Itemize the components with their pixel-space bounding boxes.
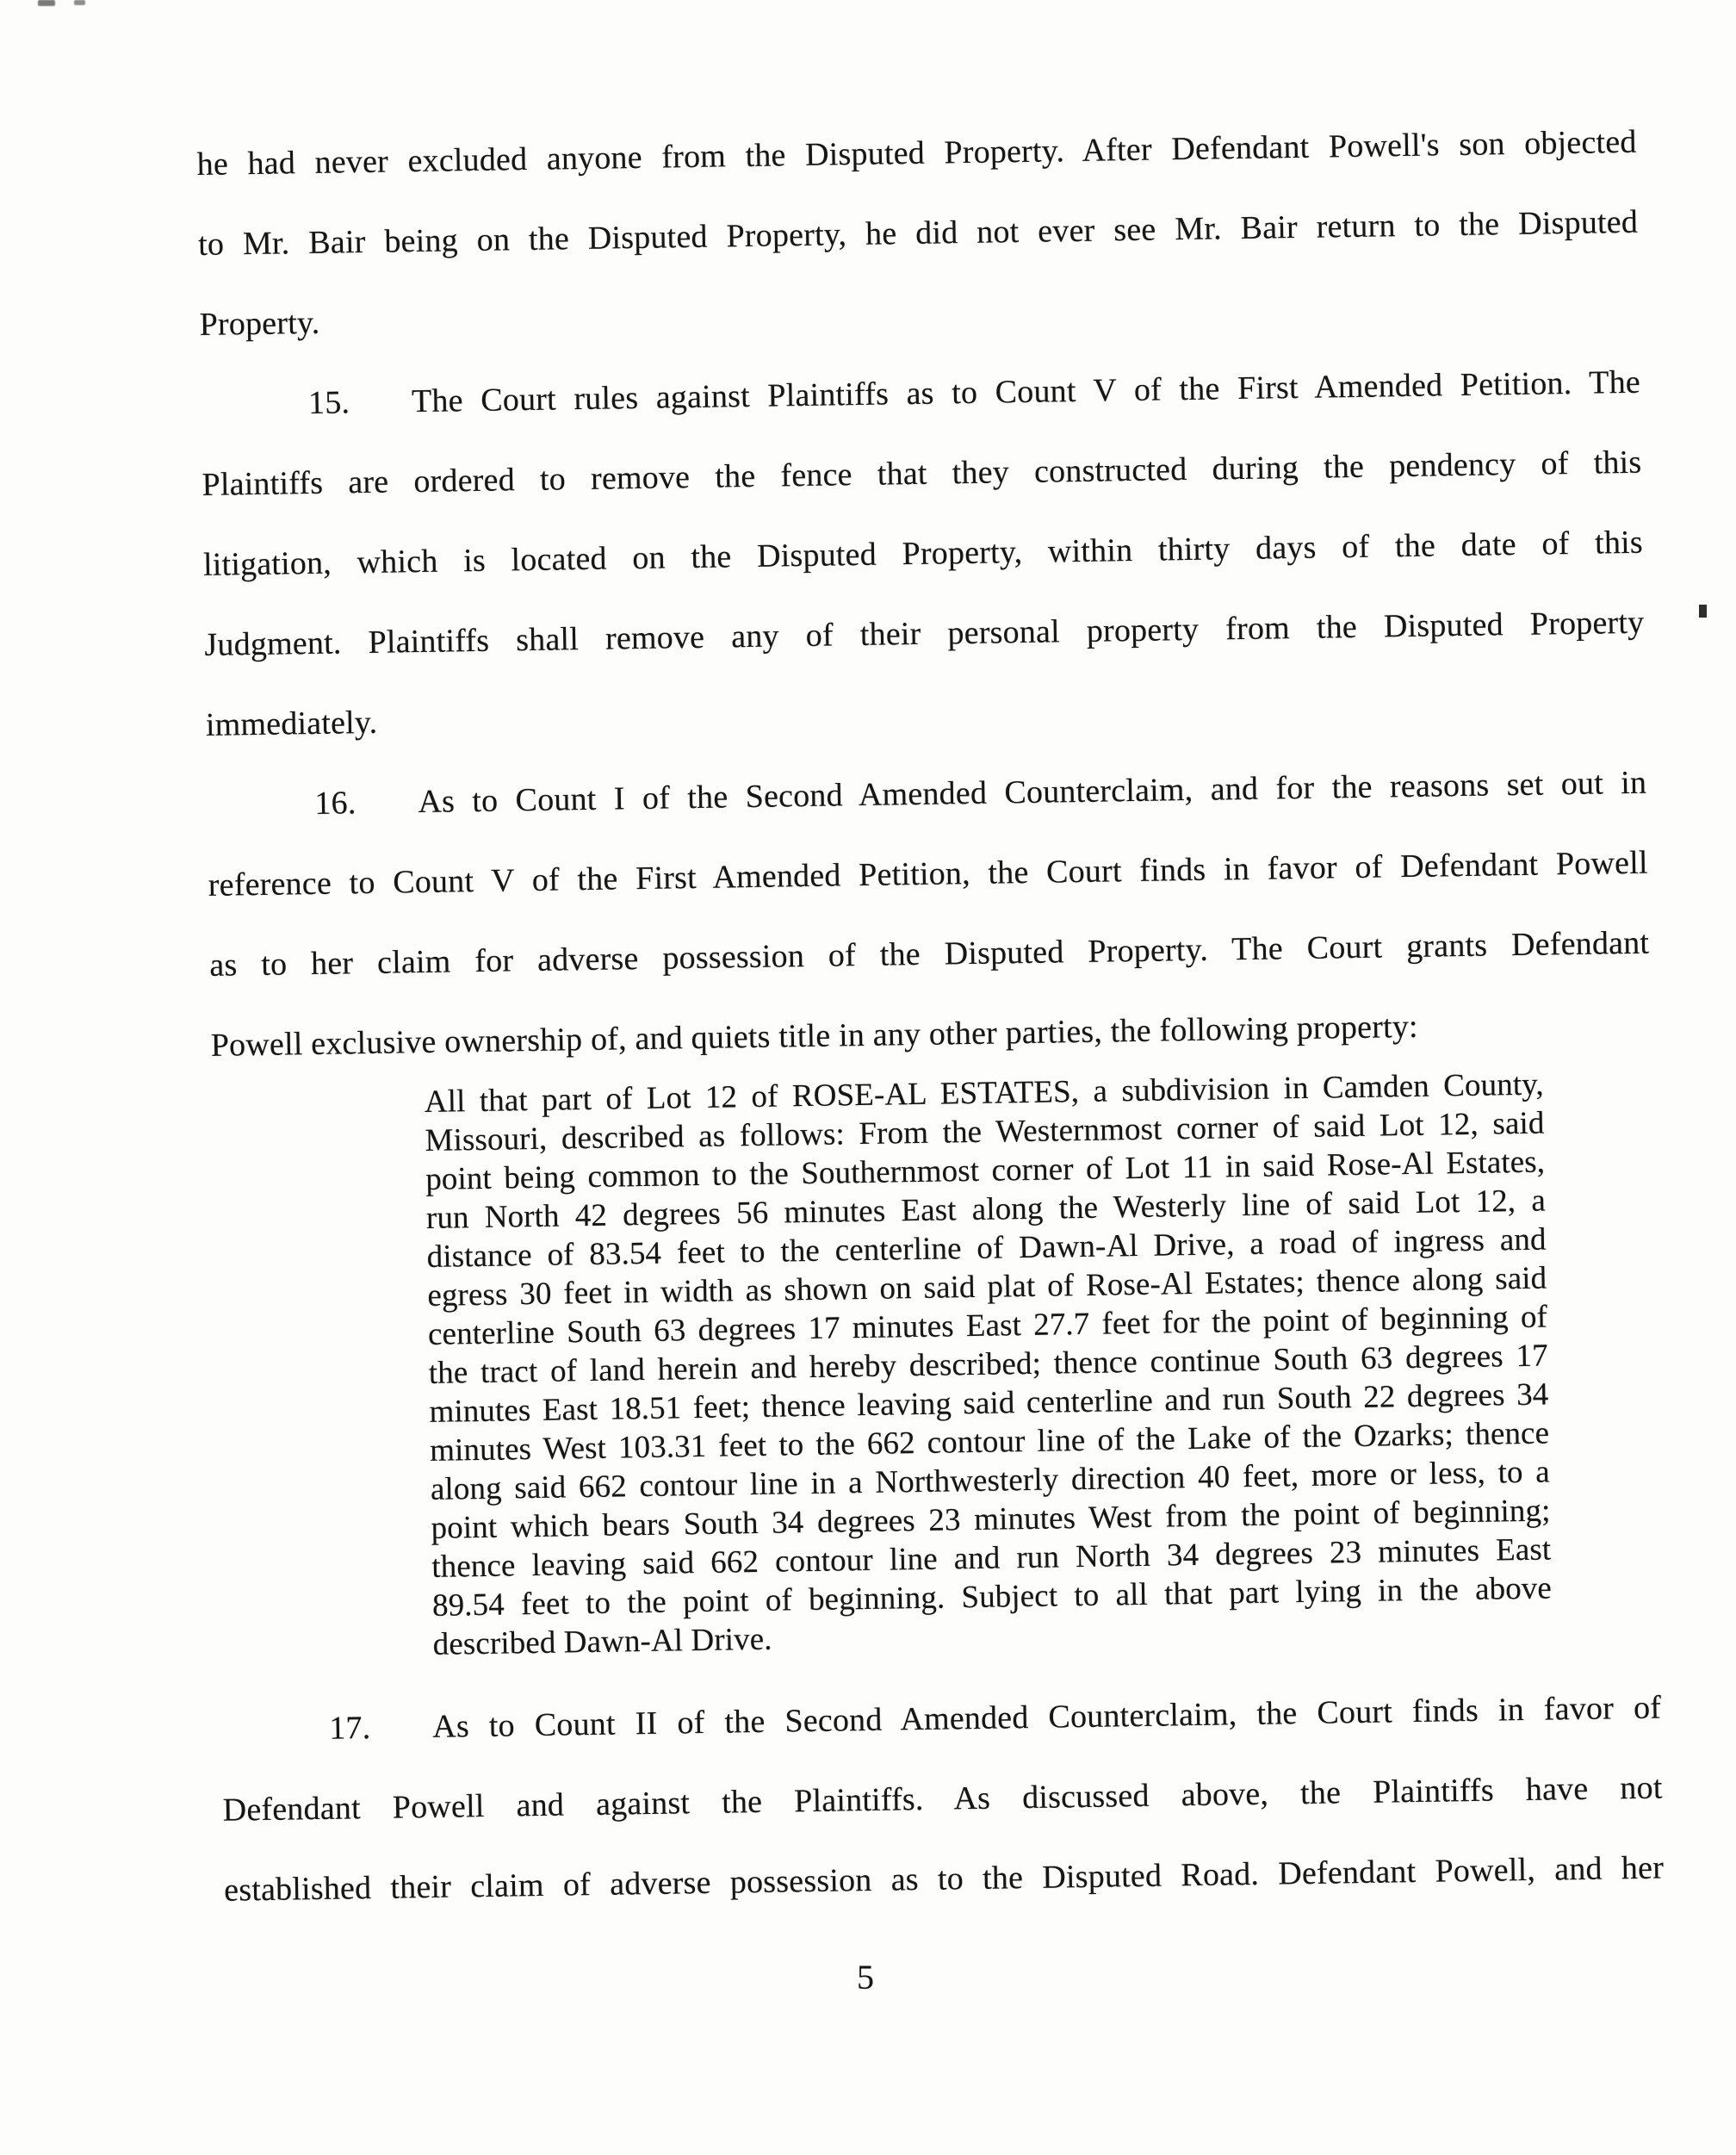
text-line: he had never excluded anyone from the Disputed Property. After Defendant Powell's son objected <box>196 123 1637 183</box>
text-line: 89.54 feet to the point of beginning. Subject to all that part lying in the above <box>431 1570 1553 1624</box>
paragraph-number: 17. <box>328 1710 371 1747</box>
text-line: along said 662 contour line in a Northwesterly direction 40 feet, more or less, to a <box>430 1454 1551 1507</box>
text-line: distance of 83.54 feet to the centerline of Dawn-Al Drive, a road of ingress and <box>426 1221 1547 1275</box>
scan-smudge <box>74 0 85 5</box>
page-number: 5 <box>857 1958 874 1997</box>
text-line: as to her claim for adverse possession of the Disputed Property. The Court grants Defendant <box>209 924 1650 984</box>
text-line: Property. <box>199 304 320 343</box>
paragraph-number: 16. <box>314 785 356 822</box>
text-line: Missouri, described as follows: From the Westernmost corner of said Lot 12, said <box>425 1105 1545 1158</box>
text-line-content: As to Count I of the Second Amended Counterclaim, and for the reasons set out in <box>418 764 1647 821</box>
text-line: thence leaving said 662 contour line and run North 34 degrees 23 minutes East <box>431 1531 1552 1585</box>
text-line: Powell exclusive ownership of, and quiets title in any other parties, the following property: <box>210 1008 1419 1064</box>
text-line: established their claim of adverse possession as to the Disputed Road. Defendant Powell, and her <box>223 1849 1665 1909</box>
text-line: minutes West 103.31 feet to the 662 contour line of the Lake of the Ozarks; thence <box>429 1415 1550 1469</box>
text-line: litigation, which is located on the Disputed Property, within thirty days of the date of this <box>202 524 1644 583</box>
text-line: reference to Count V of the First Amended Petition, the Court finds in favor of Defendant Powell <box>208 844 1648 904</box>
paragraph-15 <box>200 343 1646 766</box>
text-line: run North 42 degrees 56 minutes East along the Westerly line of said Lot 12, a <box>425 1183 1547 1236</box>
text-line: point being common to the Southernmost corner of Lot 11 in said Rose-Al Estates, <box>425 1144 1546 1197</box>
text-line: All that part of Lot 12 of ROSE-AL ESTATES, a subdivision in Camden County, <box>424 1066 1545 1120</box>
text-line: Defendant Powell and against the Plaintiffs. As discussed above, the Plaintiffs have not <box>222 1769 1663 1829</box>
paragraph-16 <box>207 743 1652 1086</box>
scan-speck <box>1699 605 1707 618</box>
text-line: minutes East 18.51 feet; thence leaving said centerline and run South 22 degrees 34 <box>429 1376 1549 1430</box>
document-text-block <box>196 102 1665 1931</box>
text-line: centerline South 63 degrees 17 minutes East 27.7 feet for the point of beginning of <box>427 1299 1548 1352</box>
text-line: to Mr. Bair being on the Disputed Property, he did not ever see Mr. Bair return to the Disputed <box>197 203 1639 263</box>
text-line: Plaintiffs are ordered to remove the fence that they constructed during the pendency of this <box>202 444 1642 503</box>
text-line: described Dawn-Al Drive. <box>432 1621 772 1662</box>
text-line: point which bears South 34 degrees 23 minutes West from the point of beginning; <box>431 1493 1551 1546</box>
text-line: Judgment. Plaintiffs shall remove any of their personal property from the Disputed Property <box>204 604 1645 663</box>
text-line: egress 30 feet in width as shown on said plat of Rose-Al Estates; thence along said <box>427 1260 1547 1313</box>
paragraph-number: 15. <box>307 384 350 421</box>
scan-smudge <box>38 0 55 6</box>
text-line-content: As to Count II of the Second Amended Counterclaim, the Court finds in favor of <box>431 1689 1662 1745</box>
text-line-content: The Court rules against Plaintiffs as to Count V of the First Amended Petition. The <box>411 363 1641 420</box>
text-line: immediately. <box>205 704 378 743</box>
paragraph-intro <box>196 102 1640 365</box>
legal-description-block <box>424 1065 1552 1664</box>
paragraph-17 <box>221 1668 1665 1931</box>
text-line: the tract of land herein and hereby described; thence continue South 63 degrees 17 <box>428 1338 1548 1391</box>
